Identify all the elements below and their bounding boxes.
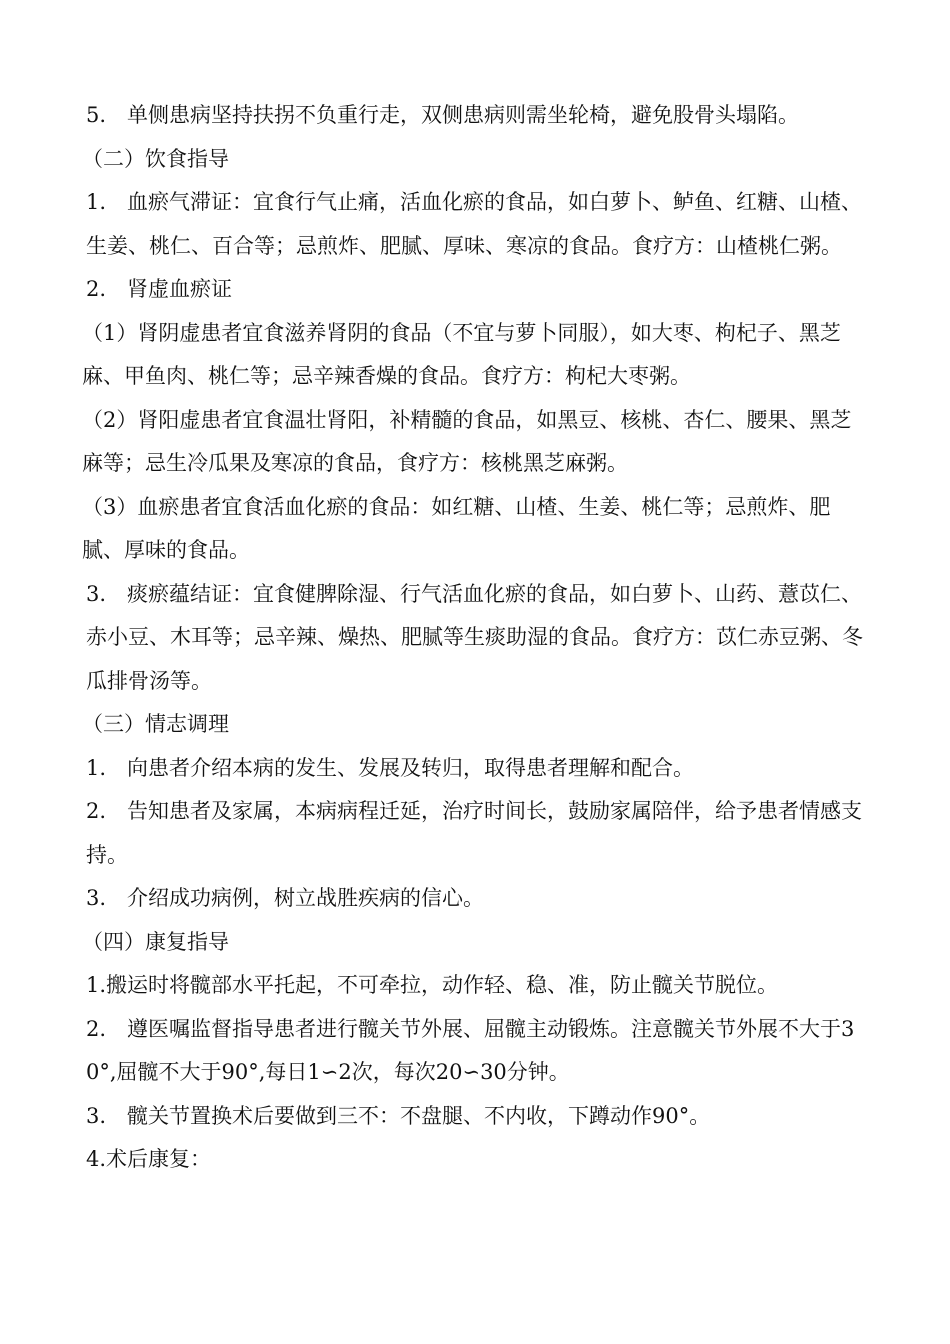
document-body (82, 94, 866, 1182)
paragraph-emotion-2: 2. 告知患者及家属，本病病程迁延，治疗时间长，鼓励家属陪伴，给予患者情感支持。 (86, 799, 863, 867)
section-heading-rehab: （四）康复指导 (82, 929, 229, 954)
paragraph-blood-stasis-qi-stagnation: 1. 血瘀气滞证：宜食行气止痛，活血化瘀的食品，如白萝卜、鲈鱼、红糖、山楂、生姜、桃仁、百合等；忌煎炸、肥腻、厚味、寒凉的食品。食疗方：山楂桃仁粥。 (86, 190, 863, 258)
paragraph-emotion-3: 3. 介绍成功病例，树立战胜疾病的信心。 (86, 886, 485, 910)
paragraph-kidney-deficiency-heading: 2. 肾虚血瘀证 (86, 277, 233, 301)
paragraph-rehab-1: 1.搬运时将髋部水平托起，不可牵拉，动作轻、稳、准，防止髋关节脱位。 (86, 973, 779, 997)
section-heading-diet: （二）饮食指导 (82, 146, 229, 171)
paragraph-rehab-3: 3. 髋关节置换术后要做到三不：不盘腿、不内收，下蹲动作90°。 (86, 1103, 711, 1128)
paragraph-item-5-crutches: 5. 单侧患病坚持扶拐不负重行走，双侧患病则需坐轮椅，避免股骨头塌陷。 (86, 103, 800, 127)
paragraph-emotion-1: 1. 向患者介绍本病的发生、发展及转归，取得患者理解和配合。 (86, 755, 695, 780)
paragraph-rehab-4: 4.术后康复： (86, 1147, 212, 1171)
paragraph-blood-stasis: （3）血瘀患者宜食活血化瘀的食品：如红糖、山楂、生姜、桃仁等；忌煎炸、肥腻、厚味的食品。 (82, 494, 831, 562)
paragraph-phlegm-stasis: 3. 痰瘀蕴结证：宜食健脾除湿、行气活血化瘀的食品，如白萝卜、山药、薏苡仁、赤小豆、木耳等；忌辛辣、燥热、肥腻等生痰助湿的食品。食疗方：苡仁赤豆粥、冬瓜排骨汤等。 (86, 581, 863, 693)
paragraph-kidney-yang-deficiency: （2）肾阳虚患者宜食温壮肾阳，补精髓的食品，如黑豆、核桃、杏仁、腰果、黑芝麻等；忌生冷瓜果及寒凉的食品，食疗方：核桃黑芝麻粥。 (82, 407, 852, 475)
paragraph-rehab-2: 2. 遵医嘱监督指导患者进行髋关节外展、屈髋主动锻炼。注意髋关节外展不大于30°,屈髋不大于90°,每日1∽2次，每次20∽30分钟。 (86, 1016, 855, 1084)
paragraph-kidney-yin-deficiency: （1）肾阴虚患者宜食滋养肾阴的食品（不宜与萝卜同服），如大枣、枸杞子、黑芝麻、甲鱼肉、桃仁等；忌辛辣香燥的食品。食疗方：枸杞大枣粥。 (82, 320, 841, 388)
section-heading-emotion: （三）情志调理 (82, 712, 229, 736)
